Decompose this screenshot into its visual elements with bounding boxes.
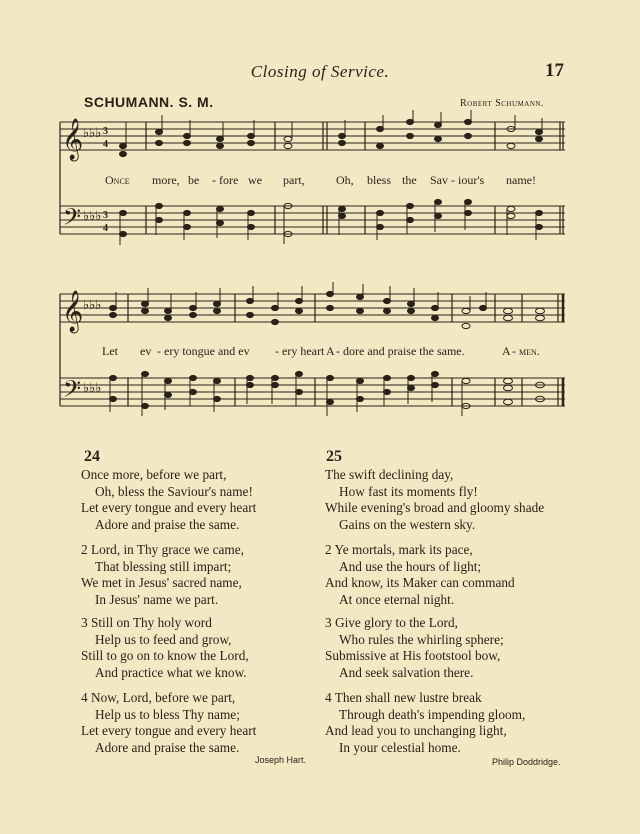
lyric-syllable: - ery tongue and ev	[157, 344, 250, 358]
hymn-24-stanza-2	[81, 542, 244, 608]
verse-line: While evening's broad and gloomy shade	[325, 500, 545, 515]
verse-line: And seek salvation there.	[339, 664, 474, 680]
verse-line: In Jesus' name we part.	[95, 591, 219, 607]
lyric-syllable: A	[326, 344, 335, 358]
lyric-syllable: part,	[283, 173, 305, 187]
hymn-number: 24	[84, 448, 100, 465]
bass-staff	[60, 206, 565, 234]
hymn-24-stanza-3	[81, 615, 249, 681]
lyric-syllable: be	[188, 173, 200, 187]
key-signature-treble: ♭♭♭	[83, 297, 102, 312]
lyric-syllable: we	[248, 173, 262, 187]
barlines	[60, 122, 563, 234]
time-signature-treble: 3	[103, 126, 108, 137]
verse-line: And practice what we know.	[95, 664, 247, 680]
lyric-syllable: name!	[506, 173, 536, 187]
lyric-syllable: Sav	[430, 173, 448, 187]
bass-staff	[60, 378, 565, 406]
hymn-author: Philip Doddridge.	[492, 757, 561, 767]
verse-line: Adore and praise the same.	[95, 516, 240, 532]
verse-line: Let every tongue and every heart	[81, 500, 257, 515]
verse-line: 4 Then shall new lustre break	[325, 690, 482, 705]
verse-line: Gains on the western sky.	[339, 516, 476, 532]
verse-line: 2 Lord, in Thy grace we came,	[81, 542, 244, 557]
verse-line: In your celestial home.	[339, 739, 461, 755]
page-number: 17	[545, 60, 564, 81]
verse-line: Who rules the whirling sphere;	[339, 631, 504, 647]
hymn-number: 25	[326, 448, 342, 465]
key-signature-bass: ♭♭♭	[83, 380, 102, 395]
lyric-syllable: A	[502, 344, 511, 358]
lyric-syllable: bless	[367, 173, 391, 187]
verse-line: Submissive at His footstool bow,	[325, 648, 501, 663]
key-signature-treble: ♭♭♭	[83, 125, 102, 140]
lyric-syllable: Oh,	[336, 173, 354, 187]
verse-line: 2 Ye mortals, mark its pace,	[325, 542, 473, 557]
time-signature-bass-lower: 4	[103, 223, 108, 234]
hymn-25-stanza-2	[325, 542, 515, 608]
hymn-25-stanza-4	[325, 690, 525, 756]
bass-clef-icon: 𝄢	[63, 203, 82, 236]
verse-line: And know, its Maker can command	[325, 575, 515, 590]
page-header-title: Closing of Service.	[250, 62, 390, 81]
hymn-24-stanza-4	[81, 690, 256, 756]
key-signature-bass: ♭♭♭	[83, 208, 102, 223]
bass-clef-icon: 𝄢	[63, 375, 82, 408]
lyric-syllable: - dore and praise the same.	[336, 344, 465, 358]
hymn-24-stanza-1	[81, 467, 256, 533]
verse-line: Through death's impending gloom,	[339, 706, 526, 722]
verse-line: The swift declining day,	[325, 467, 454, 482]
tune-name: SCHUMANN. S. M.	[84, 94, 214, 110]
lyric-syllable: - ery heart	[275, 344, 325, 358]
lyric-syllable: - iour's	[451, 173, 485, 187]
treble-staff	[60, 122, 565, 150]
lyric-syllable: more,	[152, 173, 180, 187]
verse-line: Once more, before we part,	[81, 467, 227, 482]
hymn-25-stanza-1	[325, 467, 544, 533]
verse-line: How fast its moments fly!	[339, 483, 478, 499]
time-signature-treble-lower: 4	[103, 139, 108, 150]
hymn-author: Joseph Hart.	[255, 755, 307, 765]
verse-line: We met in Jesus' sacred name,	[81, 575, 242, 590]
hymn-25-stanza-3	[325, 615, 504, 681]
lyric-syllable: - fore	[212, 173, 239, 187]
verse-line: Let every tongue and every heart	[81, 723, 257, 738]
treble-clef-icon: 𝄞	[62, 119, 84, 160]
lyric-syllable: ev	[140, 344, 152, 358]
treble-clef-icon: 𝄞	[62, 291, 84, 332]
verse-line: And use the hours of light;	[339, 558, 482, 574]
lyric-syllable: the	[402, 173, 417, 187]
verse-line: Help us to bless Thy name;	[95, 706, 240, 722]
treble-staff	[60, 294, 565, 322]
lyric-syllable: Let	[102, 344, 118, 358]
verse-line: Adore and praise the same.	[95, 739, 240, 755]
verse-line: 3 Still on Thy holy word	[81, 615, 212, 630]
verse-line: Still to go on to know the Lord,	[81, 648, 249, 663]
composer-credit: Robert Schumann.	[460, 98, 544, 109]
music-system-1	[55, 110, 570, 250]
verse-line: 3 Give glory to the Lord,	[325, 615, 458, 630]
verse-line: At once eternal night.	[339, 591, 455, 607]
verse-line: Oh, bless the Saviour's name!	[95, 483, 253, 499]
time-signature-bass: 3	[103, 210, 108, 221]
verse-line: That blessing still impart;	[95, 558, 232, 574]
lyric-syllable: Once	[105, 173, 130, 187]
lyric-syllable: - men.	[512, 344, 540, 358]
verse-line: Help us to feed and grow,	[95, 631, 232, 647]
verse-line: And lead you to unchanging light,	[325, 723, 507, 738]
verse-line: 4 Now, Lord, before we part,	[81, 690, 236, 705]
